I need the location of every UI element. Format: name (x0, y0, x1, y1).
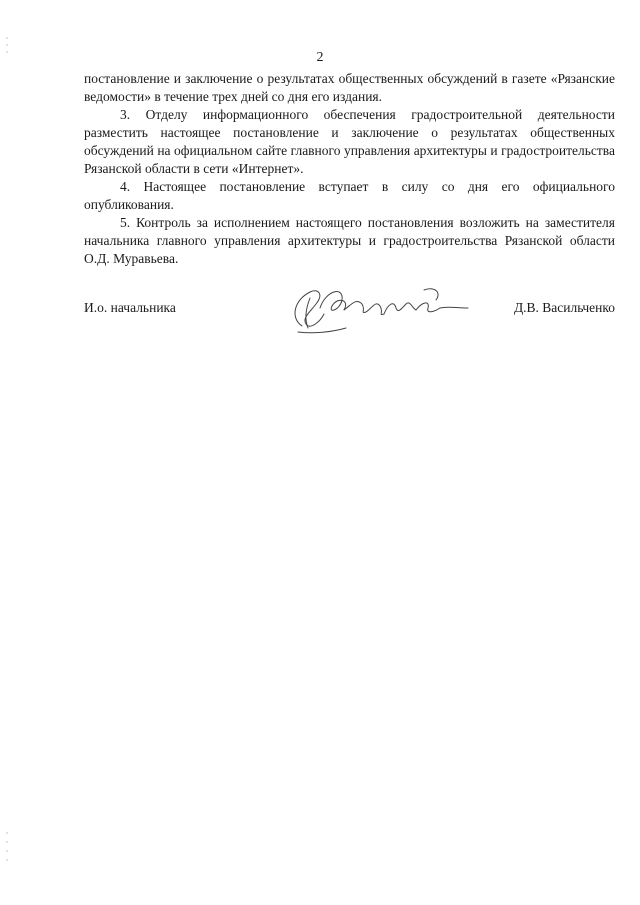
paragraph-continuation: постановление и заключение о результатах общественных обсуждений в газете «Рязанские ведомости» в течение трех дней со дня его издания. (84, 71, 615, 104)
scan-margin-marks-top (6, 36, 8, 56)
paragraph-item-5: 5. Контроль за исполнением настоящего постановления возложить на заместителя начальника главного управления архитектуры и градостроительства Рязанской области О.Д. Муравьева. (84, 215, 615, 266)
signature-block (84, 300, 615, 340)
scan-margin-marks-bottom (6, 830, 8, 870)
paragraph-item-4: 4. Настоящее постановление вступает в силу со дня его официального опубликования. (84, 179, 615, 212)
page-number: 2 (316, 50, 324, 65)
signatory-role: И.о. начальника (84, 300, 176, 315)
document-body (84, 70, 615, 268)
signatory-name: Д.В. Васильченко (513, 300, 615, 315)
paragraph-item-3: 3. Отделу информационного обеспечения градостроительной деятельности разместить настоящее постановление и заключение о результатах общественных обсуждений на официальном сайте главного управления архитектуры и градостроительства Рязанской области в сети «Интернет». (84, 107, 615, 176)
handwritten-signature (284, 278, 474, 338)
